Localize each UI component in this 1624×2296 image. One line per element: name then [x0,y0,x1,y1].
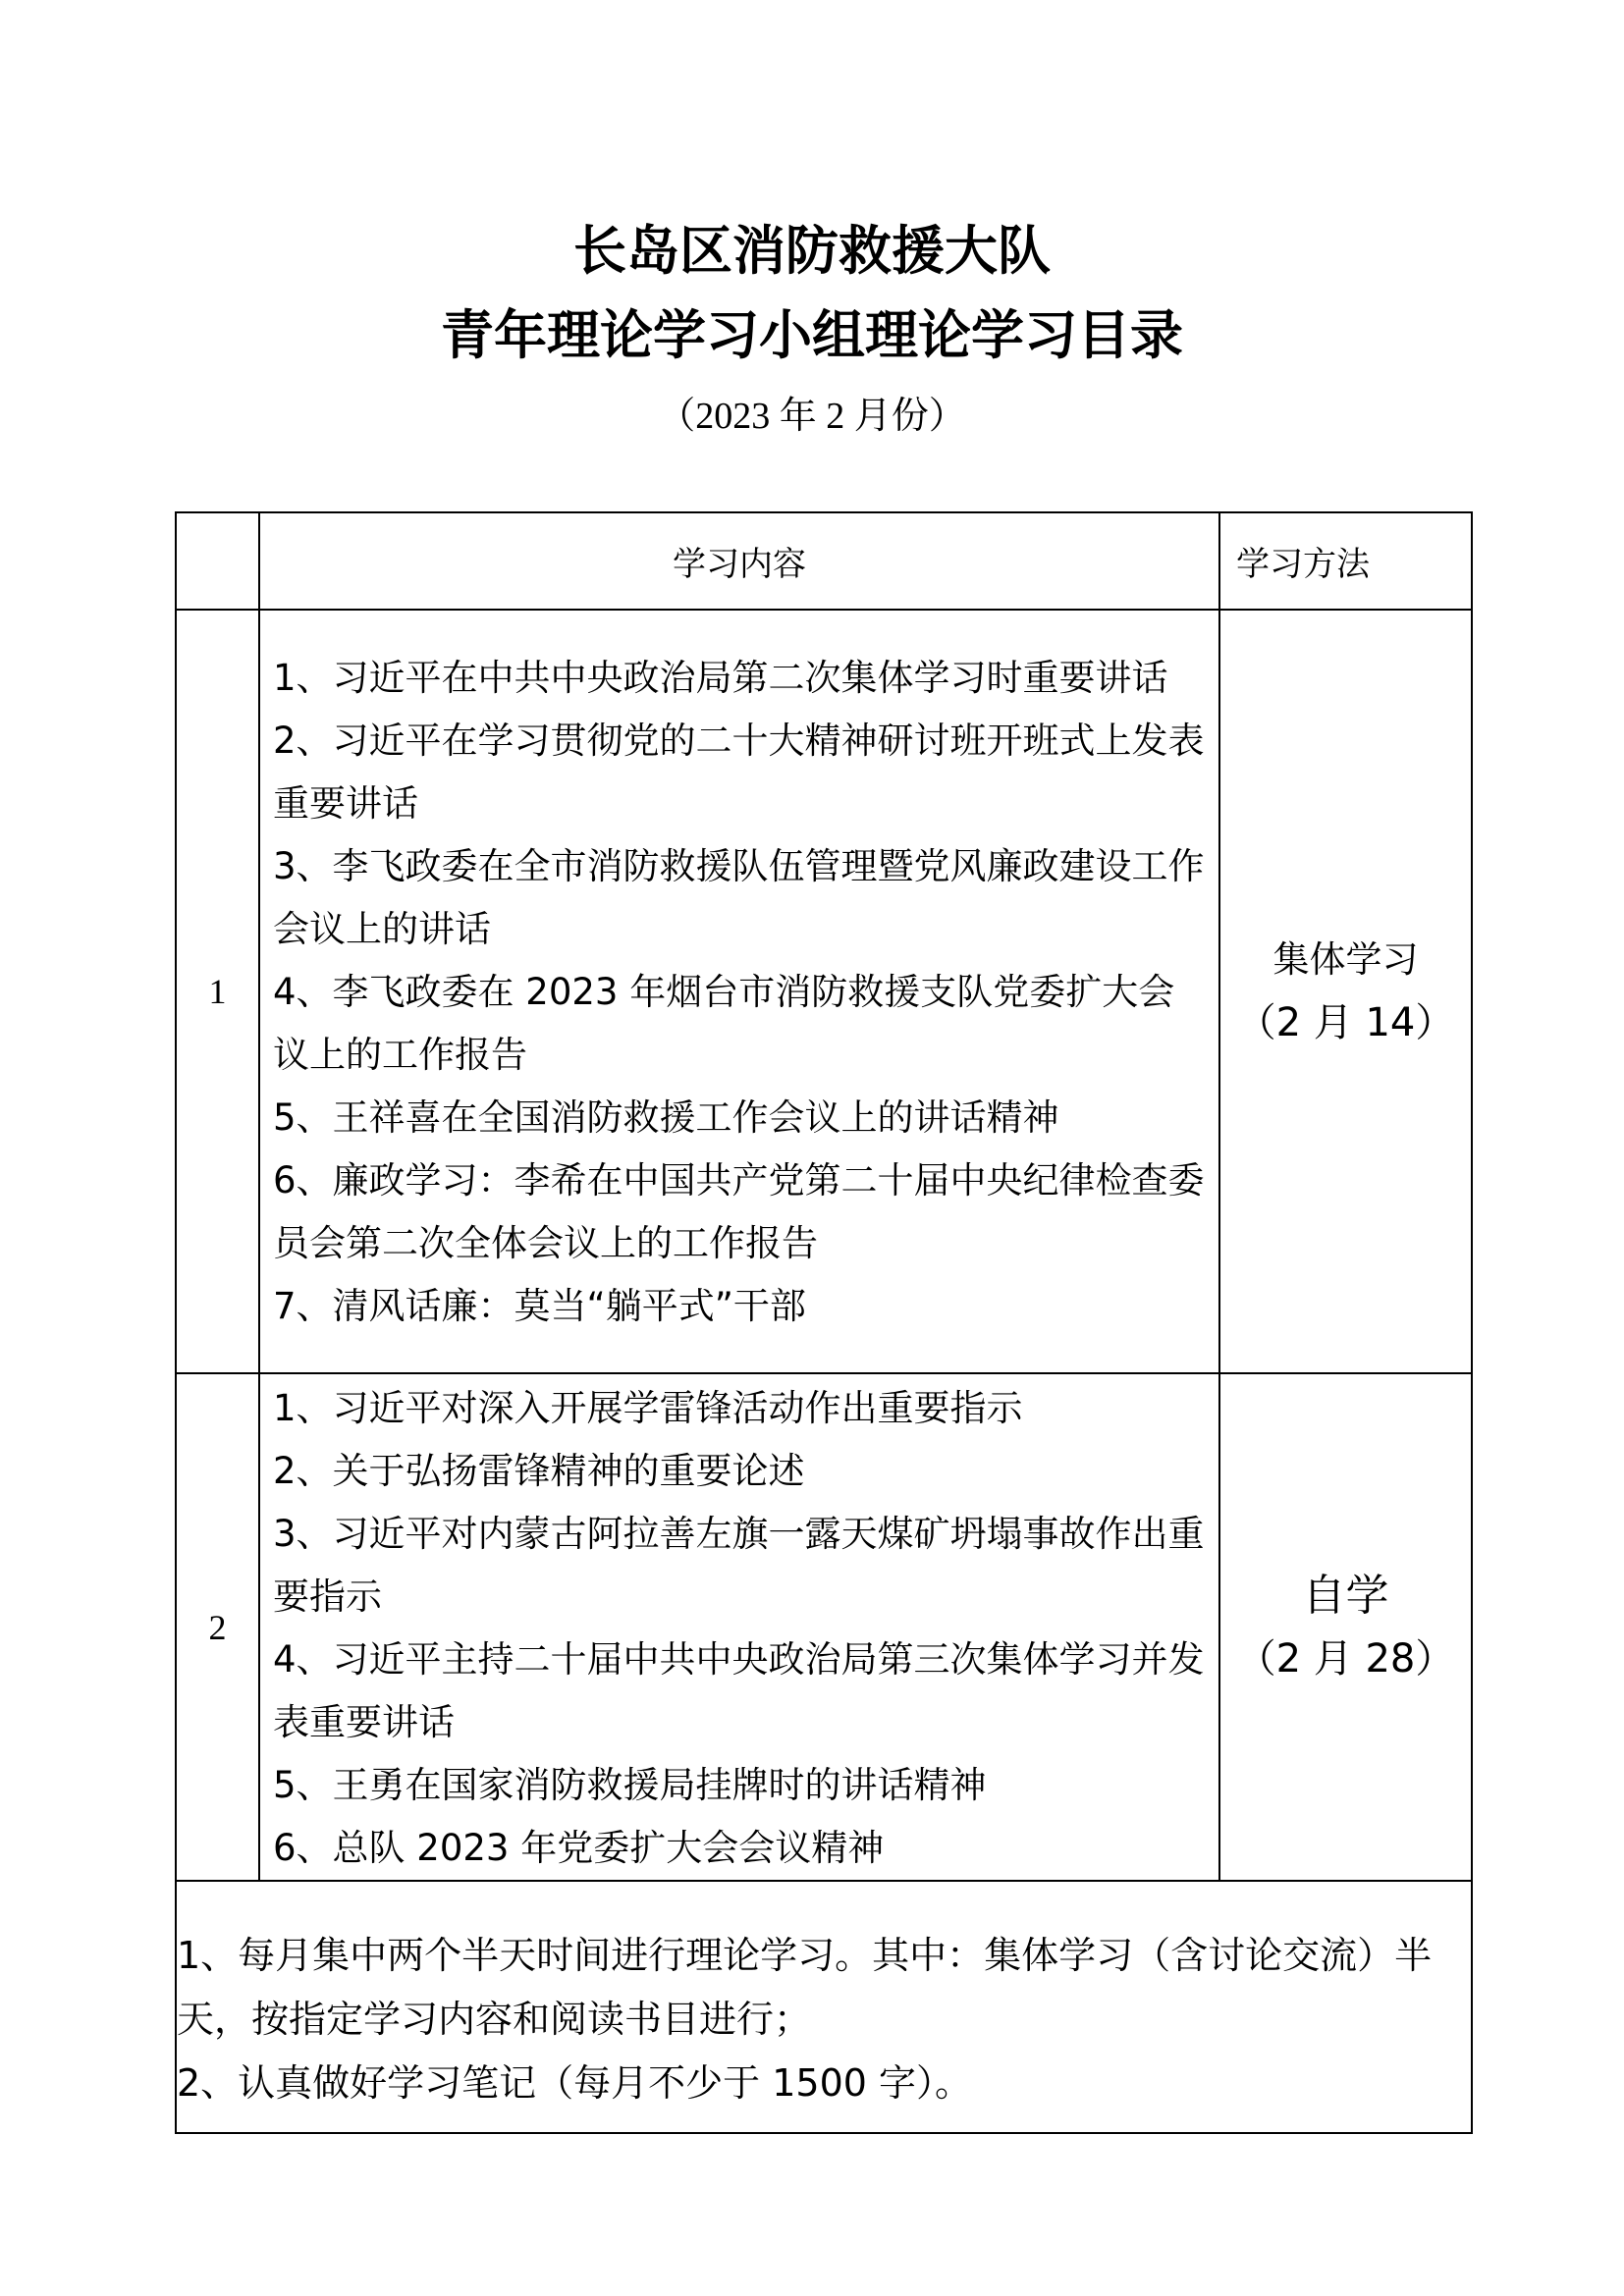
list-item: 5、王勇在国家消防救援局挂牌时的讲话精神 [273,1763,987,1806]
row-number: 1 [176,610,259,1373]
notes-row [176,1881,1472,2133]
method-name: 集体学习 [1272,938,1419,981]
date-subtitle: （2023 年 2 月份） [658,396,966,437]
content-list [260,645,1218,1338]
row-method [1219,1373,1472,1881]
header-number-cell [176,512,259,610]
row-number: 2 [176,1373,259,1881]
table-row [176,610,1472,1373]
content-list [260,1375,1218,1880]
table-row [176,1373,1472,1881]
row-method [1219,610,1472,1373]
list-item: 7、清风话廉：莫当“躺平式”干部 [273,1285,806,1327]
method-date: （2 月 28） [1236,1635,1455,1682]
list-item: 3、李飞政委在全市消防救援队伍管理暨党风廉政建设工作会议上的讲话 [273,845,1205,950]
note-item: 2、认真做好学习笔记（每月不少于 1500 字）。 [177,2060,973,2105]
row-content [259,1373,1219,1881]
table-header-row [176,512,1472,610]
list-item: 6、廉政学习：李希在中国共产党第二十届中央纪律检查委员会第二次全体会议上的工作报告 [273,1159,1205,1264]
list-item: 3、习近平对内蒙古阿拉善左旗一露天煤矿坍塌事故作出重要指示 [273,1512,1205,1618]
method-name: 自学 [1302,1570,1389,1621]
list-item: 2、关于弘扬雷锋精神的重要论述 [273,1449,805,1492]
header-content-cell: 学习内容 [259,512,1219,610]
page-title: 长岛区消防救援大队 [573,220,1051,282]
list-item: 4、习近平主持二十届中共中央政治局第三次集体学习并发表重要讲话 [273,1637,1205,1743]
list-item: 1、习近平在中共中央政治局第二次集体学习时重要讲话 [273,657,1168,699]
list-item: 6、总队 2023 年党委扩大会会议精神 [273,1826,885,1869]
list-item: 4、李飞政委在 2023 年烟台市消防救援支队党委扩大会议上的工作报告 [273,971,1175,1076]
study-catalog-table [175,511,1473,2134]
page-subtitle-title: 青年理论学习小组理论学习目录 [441,304,1183,366]
note-item: 1、每月集中两个半天时间进行理论学习。其中：集体学习（含讨论交流）半天，按指定学习内容和阅读书目进行； [177,1933,1433,2041]
method-date: （2 月 14） [1236,1000,1455,1045]
list-item: 2、习近平在学习贯彻党的二十大精神研讨班开班式上发表重要讲话 [273,720,1205,825]
list-item: 5、王祥喜在全国消防救援工作会议上的讲话精神 [273,1096,1059,1139]
list-item: 1、习近平对深入开展学雷锋活动作出重要指示 [273,1386,1023,1429]
row-content [259,610,1219,1373]
notes-cell [176,1881,1472,2133]
header-method-cell: 学习方法 [1219,512,1472,610]
